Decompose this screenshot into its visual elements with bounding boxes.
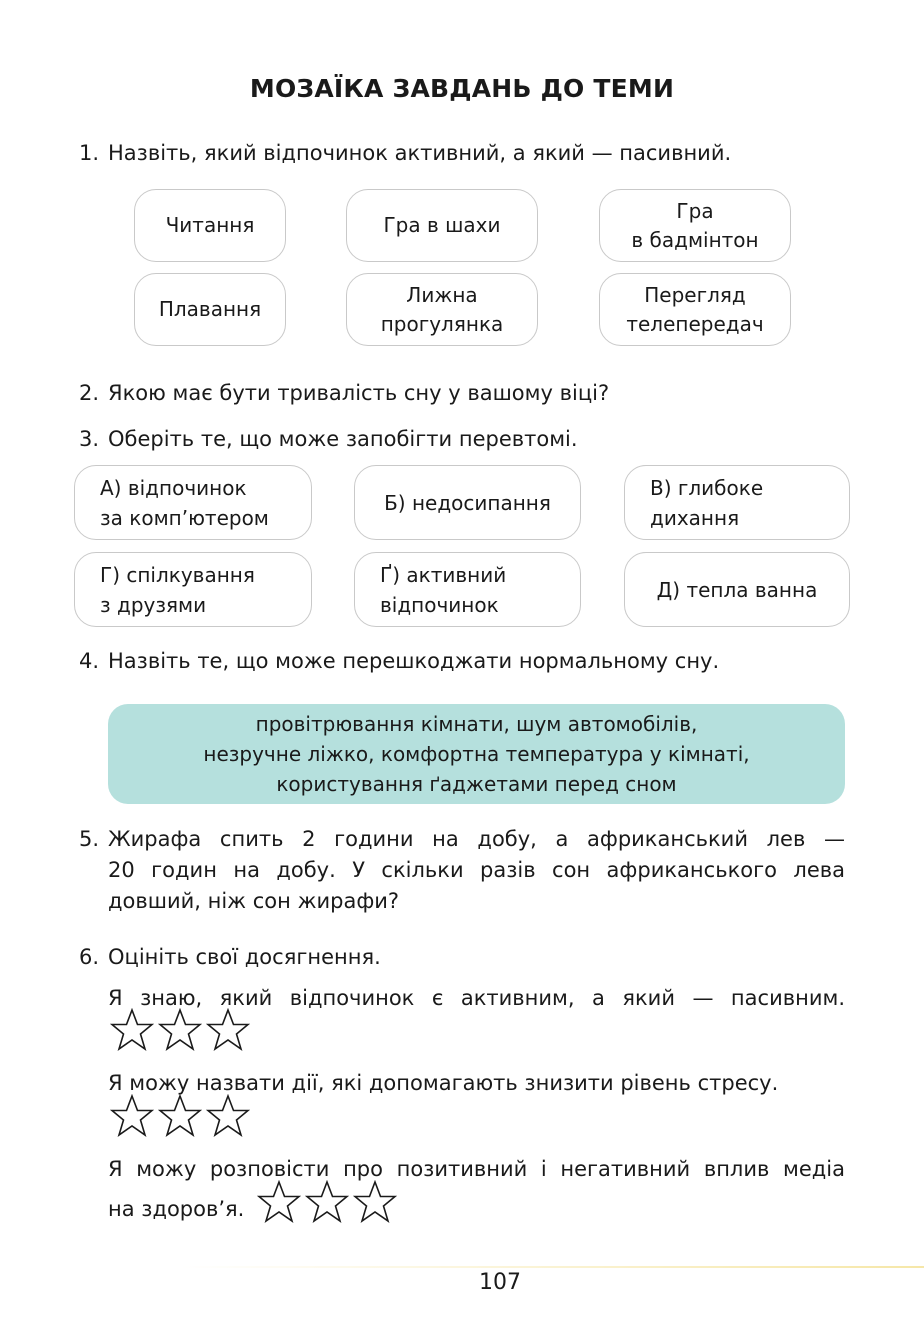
option-label: В) глибоке дихання <box>650 475 764 530</box>
star-icon[interactable] <box>257 1180 301 1224</box>
star-icon[interactable] <box>206 1094 250 1138</box>
option-label: А) відпочинок за комп’ютером <box>100 475 269 530</box>
option-label: Ґ) активний відпочинок <box>380 562 507 617</box>
text-line: Жирафа спить 2 години на добу, а африканський лев — <box>108 827 845 851</box>
question-1 <box>79 138 731 168</box>
option-gg[interactable] <box>354 552 581 627</box>
self-assessment-3-cont <box>108 1194 244 1225</box>
option-d[interactable] <box>624 552 850 627</box>
star-icon[interactable] <box>158 1008 202 1052</box>
option-g[interactable] <box>74 552 312 627</box>
statement-text: на здоров’я. <box>108 1197 245 1221</box>
rating-stars-1 <box>110 1008 250 1052</box>
question-5-number <box>79 824 108 854</box>
question-6 <box>79 942 381 972</box>
option-v[interactable] <box>624 465 850 540</box>
question-number: 4. <box>79 649 100 673</box>
activity-card-badminton <box>599 189 791 262</box>
activity-card-chess <box>346 189 538 262</box>
question-3 <box>79 424 578 454</box>
card-label: Перегляд телепередач <box>626 282 764 336</box>
question-number: 5. <box>79 827 100 851</box>
self-assessment-3 <box>108 1154 845 1185</box>
page-number: 107 <box>479 1270 521 1295</box>
rating-stars-2 <box>110 1094 250 1138</box>
statement-text: Я знаю, який відпочинок є активним, а який — пасивним. <box>108 986 845 1010</box>
rating-stars-3 <box>257 1180 397 1224</box>
question-text: Назвіть, який відпочинок активний, а який — пасивний. <box>108 141 732 165</box>
activity-card-tv <box>599 273 791 346</box>
question-text: Оцініть свої досягнення. <box>108 945 381 969</box>
option-a[interactable] <box>74 465 312 540</box>
card-label: Плавання <box>158 297 262 321</box>
option-label: Г) спілкування з друзями <box>100 562 255 617</box>
question-text: Якою має бути тривалість сну у вашому віці? <box>108 381 610 405</box>
star-icon[interactable] <box>305 1180 349 1224</box>
question-number: 6. <box>79 945 100 969</box>
option-label: Б) недосипання <box>384 490 551 515</box>
question-number: 1. <box>79 141 100 165</box>
star-icon[interactable] <box>110 1008 154 1052</box>
card-label: Гра в бадмінтон <box>631 198 759 252</box>
text-line: довший, ніж сон жирафи? <box>108 889 400 913</box>
star-icon[interactable] <box>158 1094 202 1138</box>
question-text: Оберіть те, що може запобігти перевтомі. <box>108 427 578 451</box>
card-label: Читання <box>165 213 255 237</box>
question-4 <box>79 646 719 676</box>
star-icon[interactable] <box>353 1180 397 1224</box>
question-2 <box>79 378 609 408</box>
option-b[interactable] <box>354 465 581 540</box>
activity-card-ski-walk <box>346 273 538 346</box>
star-icon[interactable] <box>110 1094 154 1138</box>
activity-card-swimming <box>134 273 286 346</box>
question-number: 3. <box>79 427 100 451</box>
question-text: Назвіть те, що може перешкоджати нормальному сну. <box>108 649 720 673</box>
factors-box <box>108 704 845 804</box>
card-label: Лижна прогулянка <box>380 282 504 336</box>
activity-card-reading <box>134 189 286 262</box>
statement-text: Я можу назвати дії, які допомагають знизити рівень стресу. <box>108 1071 779 1095</box>
statement-text: Я можу розповісти про позитивний і негативний вплив медіа <box>108 1157 845 1181</box>
text-line: 20 годин на добу. У скільки разів сон африканського лева <box>108 858 845 882</box>
star-icon[interactable] <box>206 1008 250 1052</box>
question-5-text <box>108 824 845 917</box>
footer-divider <box>180 1266 924 1268</box>
option-label: Д) тепла ванна <box>656 577 818 602</box>
question-number: 2. <box>79 381 100 405</box>
page-title: МОЗАЇКА ЗАВДАНЬ ДО ТЕМИ <box>249 74 675 103</box>
factors-text: провітрювання кімнати, шум автомобілів, незручне ліжко, комфортна температура у кімнаті, користування ґаджетами перед сном <box>203 712 750 796</box>
card-label: Гра в шахи <box>383 213 501 237</box>
